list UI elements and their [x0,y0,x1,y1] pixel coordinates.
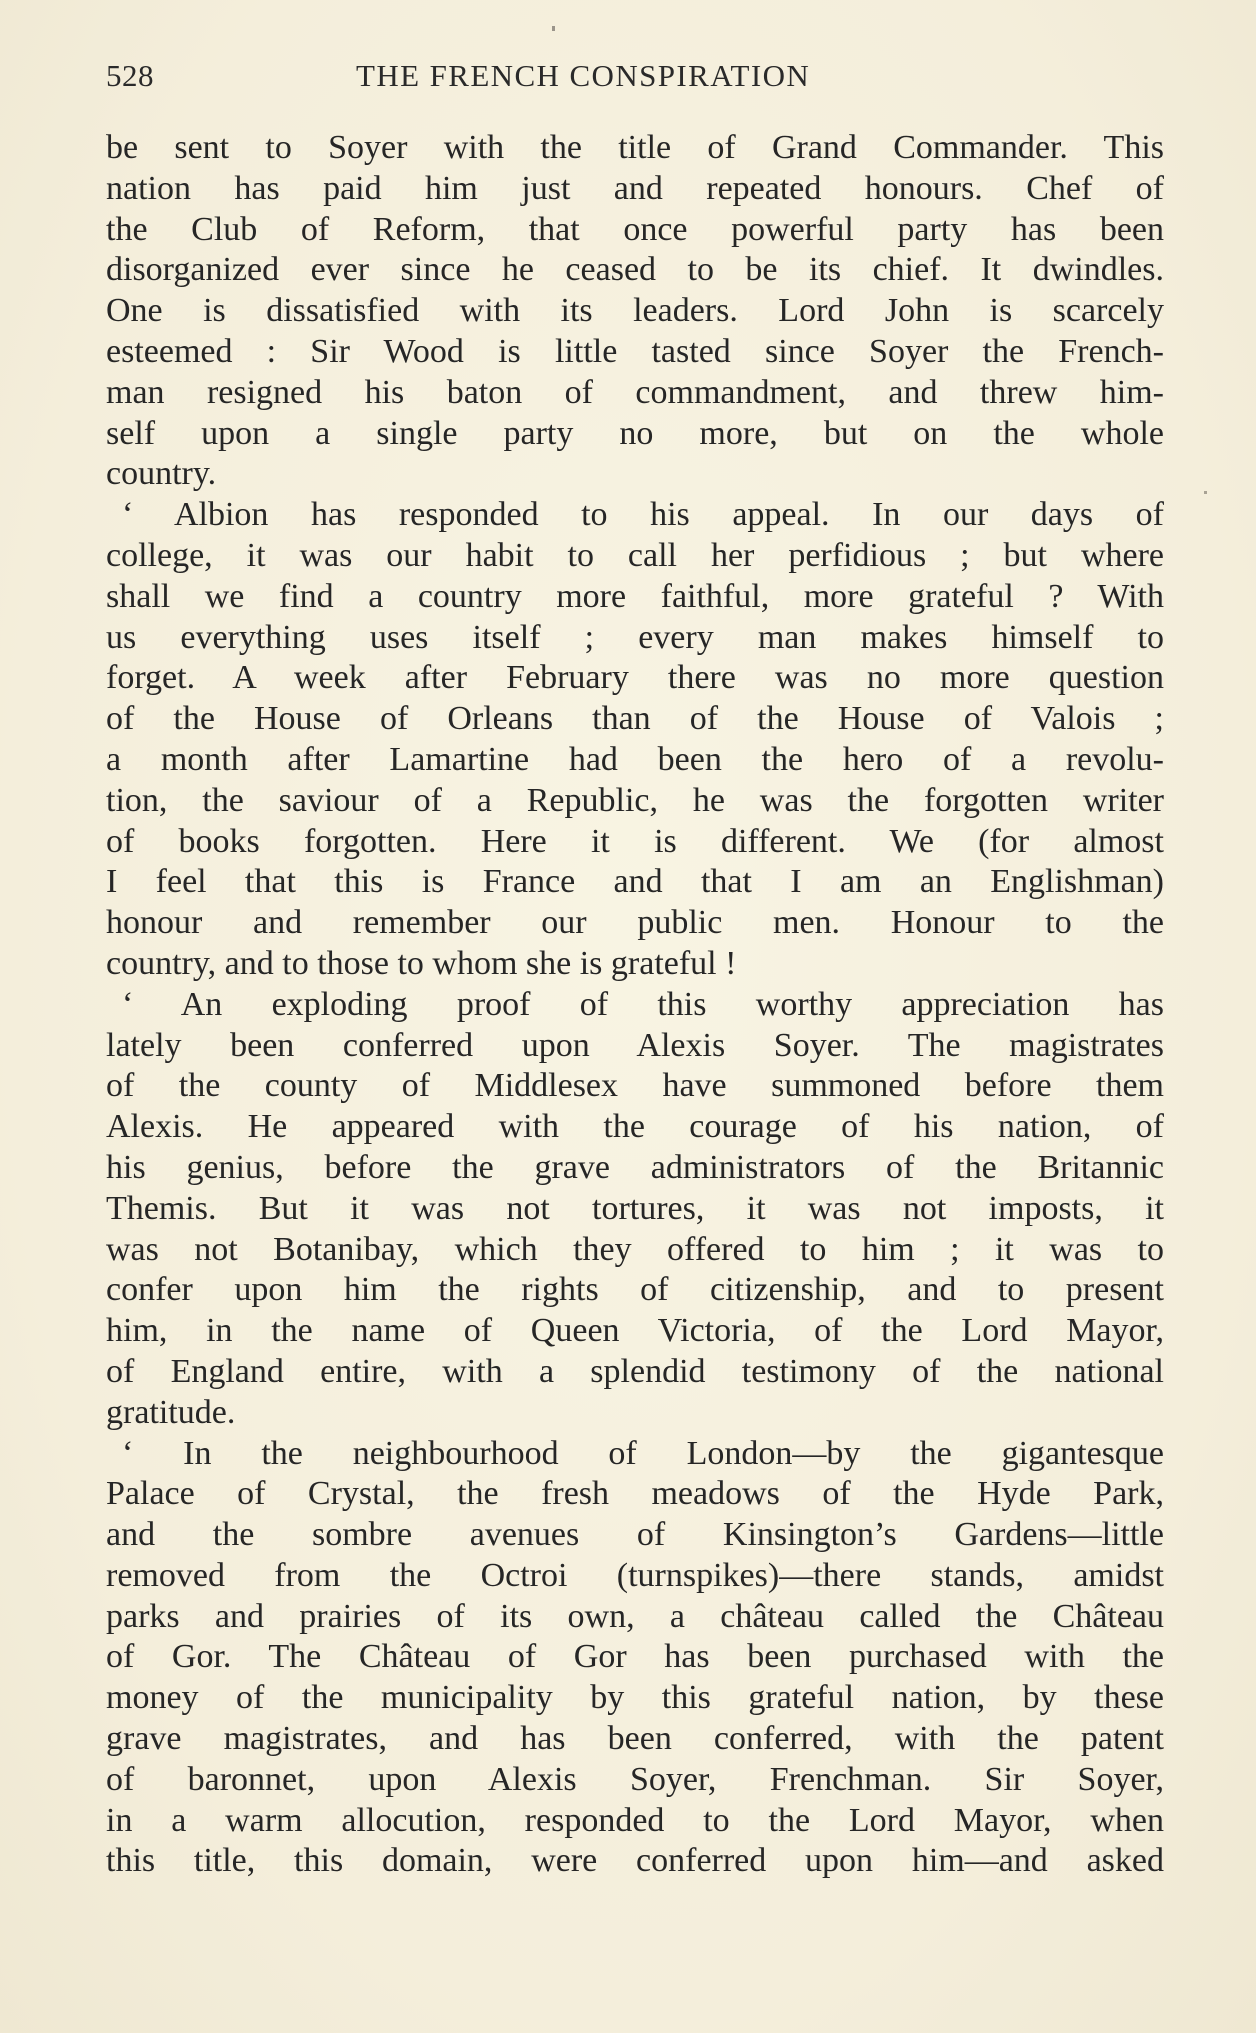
text-line: I feel that this is France and that I am an Englishman) [106,863,1164,901]
text-line: of England entire, with a splendid testimony of the national [106,1352,1164,1390]
text-line: confer upon him the rights of citizenship, and to present [106,1271,1164,1309]
text-line: Alexis. He appeared with the courage of his nation, of [106,1108,1164,1146]
running-head [106,58,1164,98]
text-line: was not Botanibay, which they offered to him ; it was to [106,1230,1164,1268]
text-line: disorganized ever since he ceased to be its chief. It dwindles. [106,251,1164,289]
body-text [106,128,1164,1882]
print-speck [1204,491,1207,494]
print-mark [552,26,555,31]
text-line: lately been conferred upon Alexis Soyer. The magistrates [106,1026,1164,1064]
text-line: removed from the Octroi (turnspikes)—there stands, amidst [106,1556,1164,1594]
text-line: this title, this domain, were conferred upon him—and asked [106,1842,1164,1880]
text-line: grave magistrates, and has been conferred, with the patent [106,1720,1164,1758]
text-line: tion, the saviour of a Republic, he was the forgotten writer [106,781,1164,819]
text-line: self upon a single party no more, but on the whole [106,414,1164,452]
text-line: esteemed : Sir Wood is little tasted since Soyer the French- [106,332,1164,370]
text-line: us everything uses itself ; every man makes himself to [106,618,1164,656]
text-line: Themis. But it was not tortures, it was not imposts, it [106,1189,1164,1227]
text-line: and the sombre avenues of Kinsington’s Gardens—little [106,1516,1164,1554]
text-line: the Club of Reform, that once powerful party has been [106,210,1164,248]
text-line: country. [106,455,217,493]
text-line: gratitude. [106,1393,236,1431]
text-line: of baronnet, upon Alexis Soyer, Frenchman. Sir Soyer, [106,1760,1164,1798]
text-line: shall we find a country more faithful, more grateful ? With [106,577,1164,615]
text-line: college, it was our habit to call her perfidious ; but where [106,536,1164,574]
text-line: of the county of Middlesex have summoned before them [106,1067,1164,1105]
text-line: him, in the name of Queen Victoria, of the Lord Mayor, [106,1312,1164,1350]
text-line: be sent to Soyer with the title of Grand Commander. This [106,129,1164,166]
text-line: One is dissatisfied with its leaders. Lord John is scarcely [106,292,1164,330]
text-line: Palace of Crystal, the fresh meadows of the Hyde Park, [106,1475,1164,1513]
text-line: ‘ In the neighbourhood of London—by the gigantesque [122,1434,1164,1472]
running-title: THE FRENCH CONSPIRATION [356,58,811,93]
text-line: his genius, before the grave administrators of the Britannic [106,1148,1164,1186]
text-line: ‘ An exploding proof of this worthy appreciation has [122,985,1164,1023]
text-line: honour and remember our public men. Honour to the [106,904,1164,942]
text-line: money of the municipality by this grateful nation, by these [106,1679,1164,1717]
page-number: 528 [106,58,154,93]
text-line: of Gor. The Château of Gor has been purchased with the [106,1638,1164,1676]
text-line: a month after Lamartine had been the hero of a revolu- [106,740,1164,778]
text-line: man resigned his baton of commandment, and threw him- [106,373,1164,411]
text-line: forget. A week after February there was no more question [106,659,1164,697]
text-line: of the House of Orleans than of the House of Valois ; [106,700,1164,738]
text-line: parks and prairies of its own, a château called the Château [106,1597,1164,1635]
text-line: ‘ Albion has responded to his appeal. In our days of [122,496,1164,534]
text-line: nation has paid him just and repeated honours. Chef of [106,169,1164,207]
text-line: of books forgotten. Here it is different. We (for almost [106,822,1164,860]
text-line: country, and to those to whom she is grateful ! [106,944,737,982]
text-line: in a warm allocution, responded to the Lord Mayor, when [106,1801,1164,1839]
